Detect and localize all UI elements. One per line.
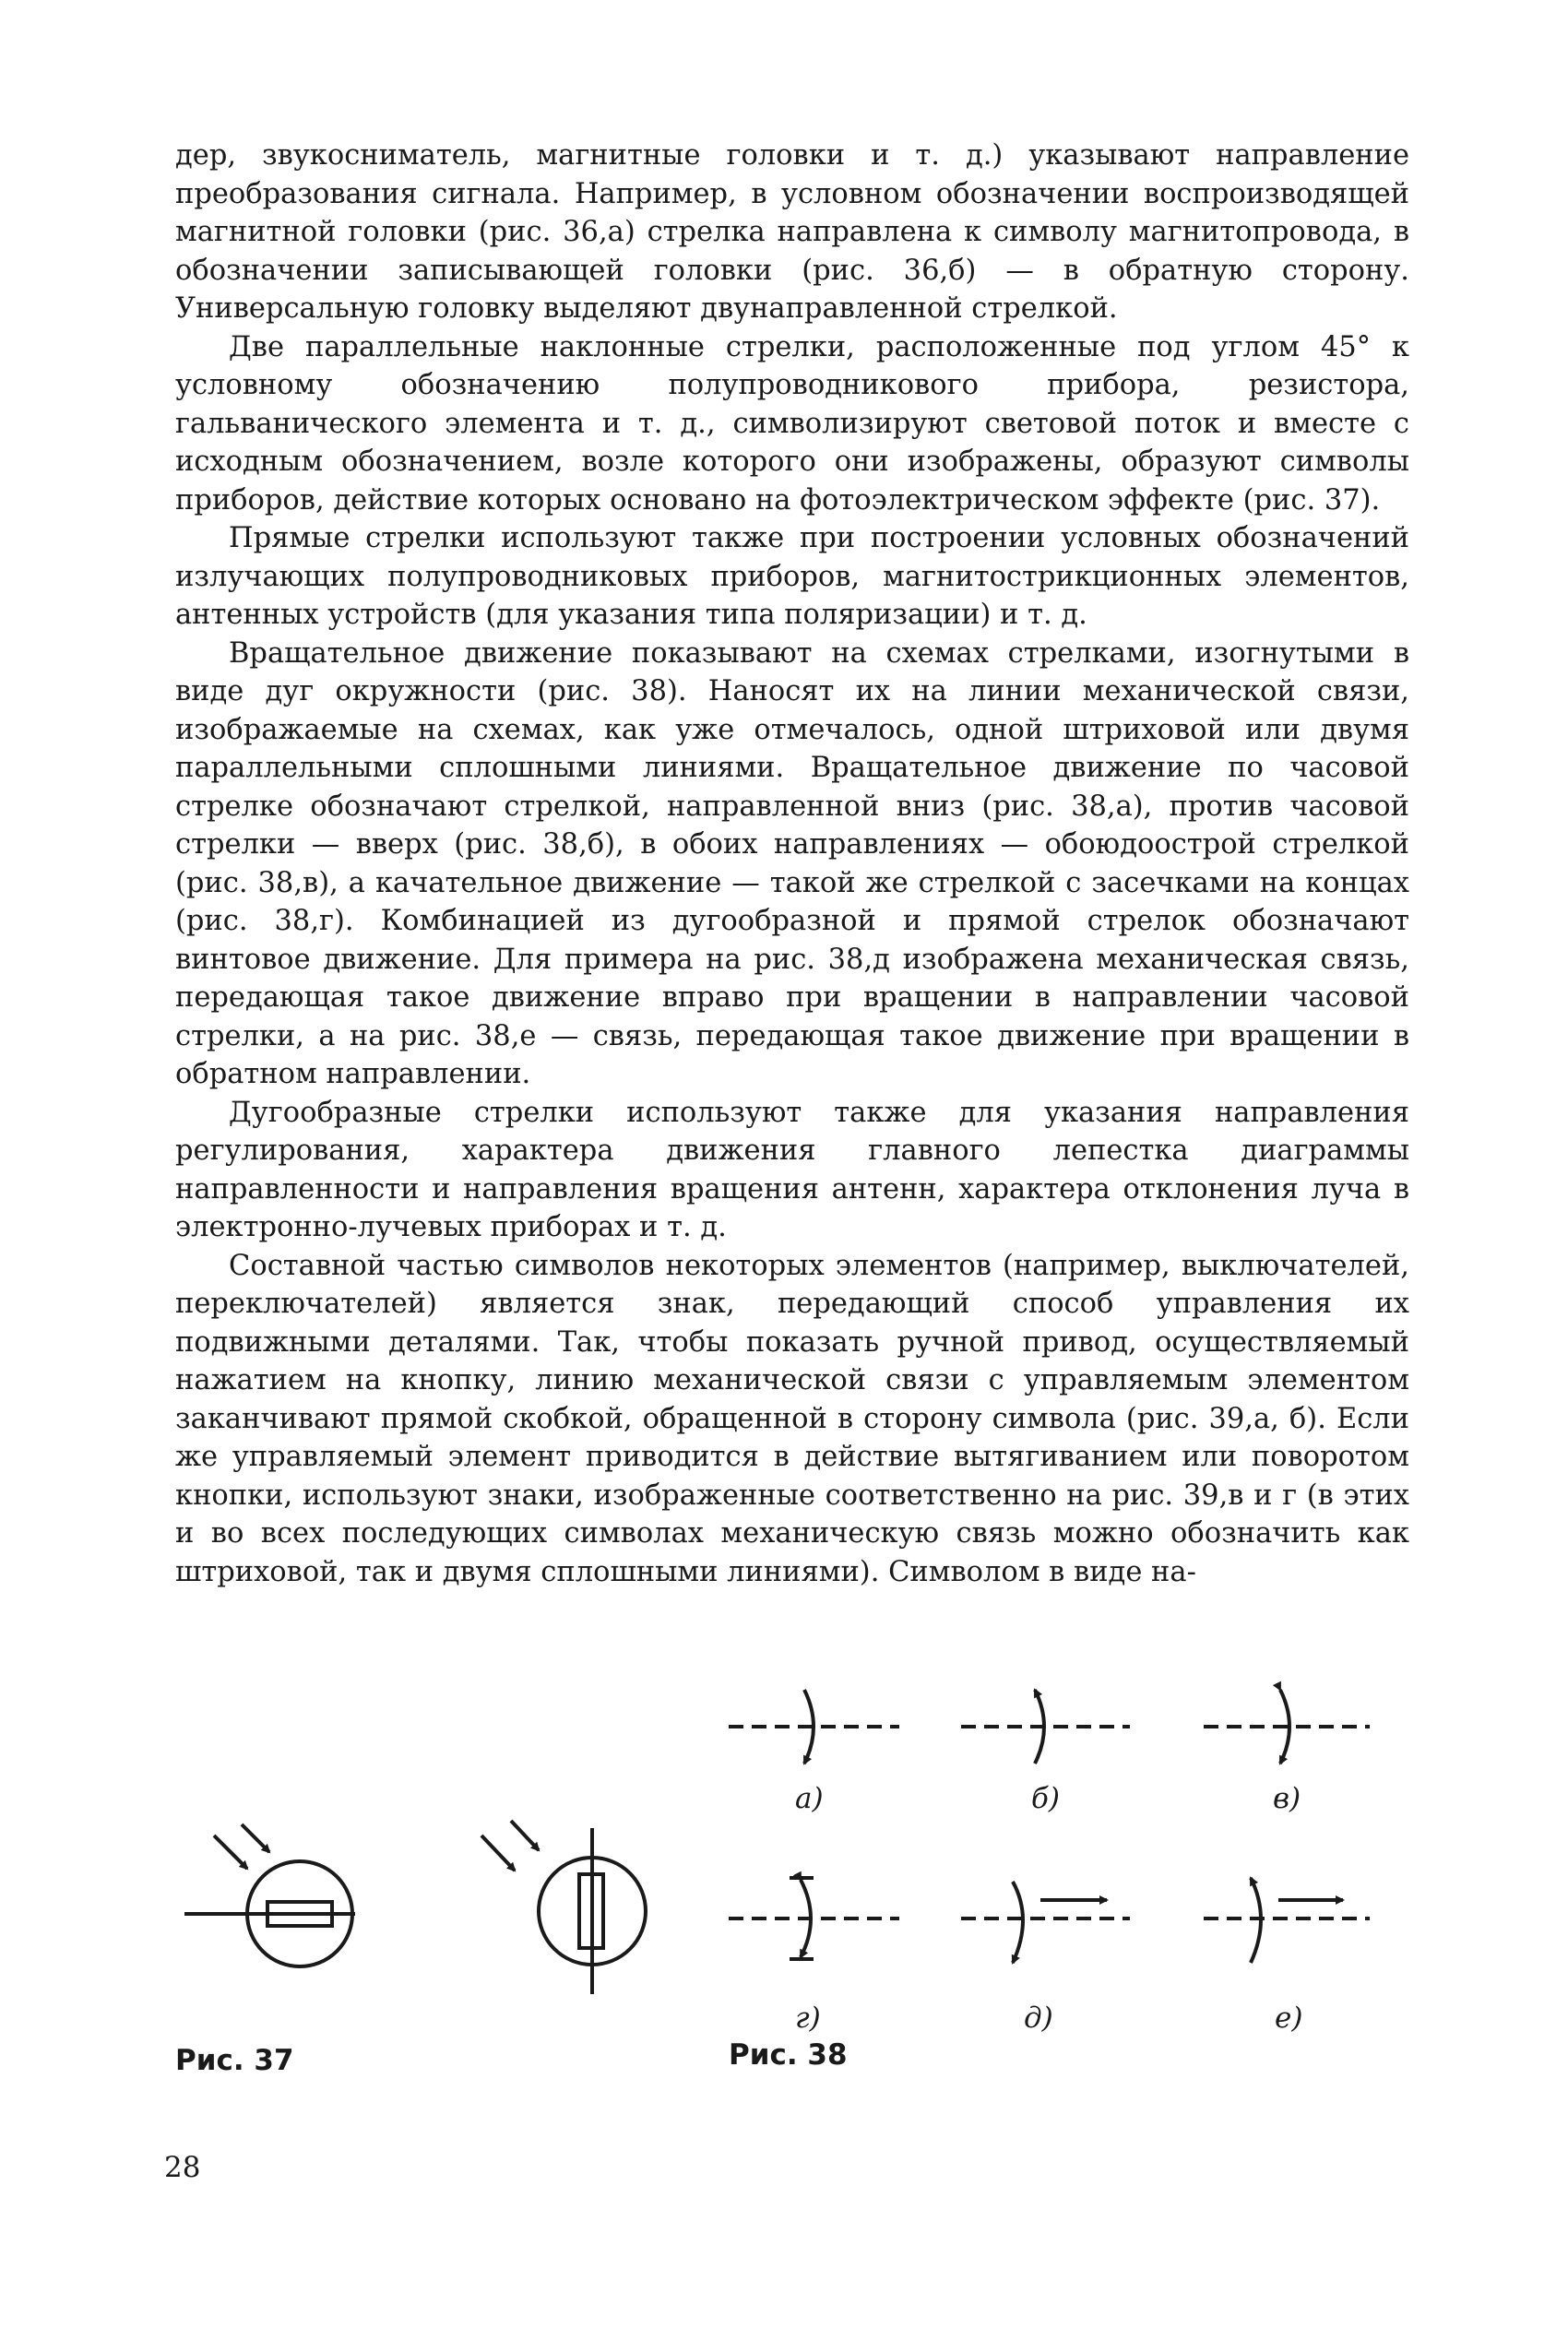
fig37-photoresistor xyxy=(184,1824,355,1966)
fig38-label-a: а) xyxy=(795,1782,824,1815)
paragraph: Дугообразные стрелки используют также для указания направления регулирования, характера движения главного лепестка диаграммы направленности и направления вращения антенн, характера отклонения луча в электронно-лучевых приборах и т. д. xyxy=(175,1096,1409,1243)
fig38-v xyxy=(1204,1690,1370,1764)
paragraph: Составной частью символов некоторых элементов (например, выключателей, переключателей) является знак, передающий способ управления их подвижными деталями. Так, чтобы показать ручной привод, осуществляемый нажатием на кнопку, линию механической связи с управляемым элементом заканчивают прямой скобкой, обращенной в сторону символа (рис. 39,а, б). Если же управляемый элемент приводится в действие вытягиванием или поворотом кнопки, используют знаки, изображенные соответственно на рис. 39,в и г (в этих и во всех последующих символах механическую связь можно обозначить как штриховой, так и двумя сплошными линиями). Символом в виде на- xyxy=(175,1249,1409,1588)
fig37-caption: Рис. 37 xyxy=(175,2044,294,2077)
page-number: 28 xyxy=(164,2151,201,2184)
paragraph: Две параллельные наклонные стрелки, расположенные под углом 45° к условному обозначению полупроводникового прибора, резистора, гальванического элемента и т. д., символизируют световой поток и вместе с исходным обозначением, возле которого они изображены, образуют символы приборов, действие которых основано на фотоэлектрическом эффекте (рис. 37). xyxy=(175,330,1409,517)
fig38-label-v: в) xyxy=(1273,1782,1301,1815)
fig38-caption: Рис. 38 xyxy=(729,2038,848,2072)
fig37-photodevice xyxy=(481,1821,646,1994)
fig38-a xyxy=(729,1690,899,1764)
paragraph: Прямые стрелки используют также при построении условных обозначений излучающих полупроводниковых приборов, магнитострикционных элементов, антенных устройств (для указания типа поляризации) и т. д. xyxy=(175,522,1409,631)
fig38-label-d: д) xyxy=(1024,2002,1053,2035)
fig38-e xyxy=(1204,1878,1370,1963)
fig38-b xyxy=(961,1690,1130,1764)
paragraph: Вращательное движение показывают на схемах стрелками, изогнутыми в виде дуг окружности (рис. 38). Наносят их на линии механической связи, изображаемые на схемах, как уже отмечалось, одной штриховой или двумя параллельными сплошными линиями. Вращательное движение по часовой стрелке обозначают стрелкой, направленной вниз (рис. 38,а), против часовой стрелки — вверх (рис. 38,б), в обоих направлениях — обоюдоострой стрелкой (рис. 38,в), а качательное движение — такой же стрелкой с засечками на концах (рис. 38,г). Комбинацией из дугообразной и прямой стрелок обозначают винтовое движение. Для примера на рис. 38,д изображена механическая связь, передающая такое движение вправо при вращении в направлении часовой стрелки, а на рис. 38,е — связь, передающая такое движение при вращении в обратном направлении. xyxy=(175,636,1409,1090)
paragraph: дер, звукосниматель, магнитные головки и т. д.) указывают направление преобразования сигнала. Например, в условном обозначении воспроизводящей магнитной головки (рис. 36,а) стрелка направлена к символу магнитопровода, в обозначении записывающей головки (рис. 36,б) — в обратную сторону. Универсальную головку выделяют двунаправленной стрелкой. xyxy=(175,139,1409,325)
fig38-d xyxy=(961,1882,1130,1963)
fig38-label-e: е) xyxy=(1275,2002,1303,2035)
fig38-label-b: б) xyxy=(1031,1782,1061,1815)
fig38-label-g: г) xyxy=(795,2002,821,2035)
fig38-g xyxy=(729,1878,899,1959)
